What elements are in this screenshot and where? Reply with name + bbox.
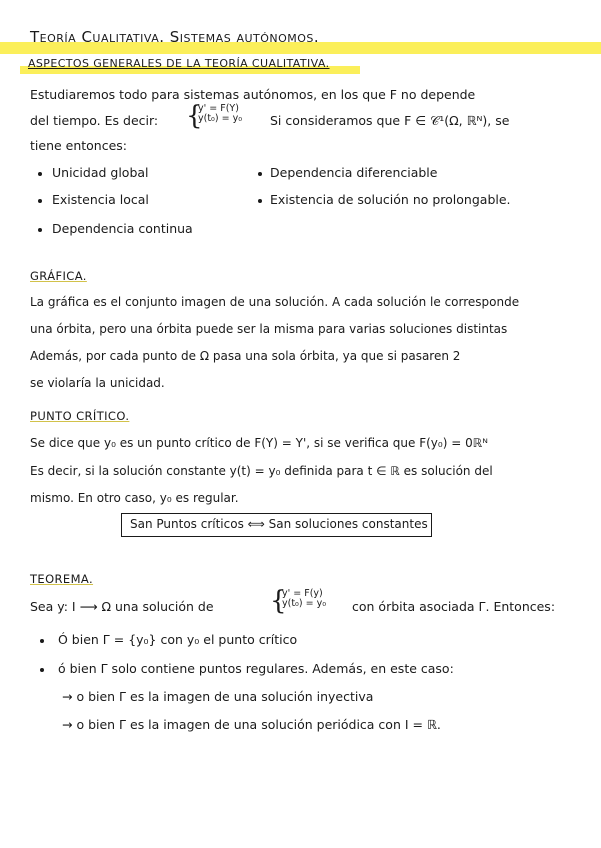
property-item: Unicidad global — [52, 165, 149, 180]
property-item: Dependencia continua — [52, 221, 193, 236]
teorema-bullet: ó bien Γ solo contiene puntos regulares. Además, en este caso: — [58, 661, 454, 676]
bullet — [40, 668, 44, 672]
grafica-line: La gráfica es el conjunto imagen de una solución. A cada solución le corresponde — [30, 295, 520, 309]
teorema-line-b: con órbita asociada Γ. Entonces: — [352, 599, 556, 614]
intro-line-2a: del tiempo. Es decir: — [30, 113, 159, 128]
teorema-heading: TEOREMA. — [30, 572, 94, 586]
punto-critico-heading: PUNTO CRÍTICO. — [30, 409, 130, 423]
intro-line-2b: Si consideramos que F ∈ 𝒞¹(Ω, ℝᴺ), se — [270, 113, 510, 128]
teorema-system — [282, 589, 326, 609]
bullet — [38, 228, 42, 232]
page-title: Teoría Cualitativa. Sistemas autónomos. — [30, 28, 320, 46]
teorema-line-a: Sea y: I ⟶ Ω una solución de — [30, 599, 214, 614]
bullet — [38, 199, 42, 203]
grafica-line: una órbita, pero una órbita puede ser la misma para varias soluciones distintas — [30, 322, 508, 336]
critical-points-box: San Puntos críticos ⟺ San soluciones constantes — [121, 513, 432, 537]
property-item: Existencia local — [52, 192, 149, 207]
grafica-line: Además, por cada punto de Ω pasa una sola órbita, ya que si pasaren 2 — [30, 349, 461, 363]
grafica-heading: GRÁFICA. — [30, 269, 87, 283]
teorema-system-top: y' = F(y) — [282, 588, 323, 599]
property-item: Existencia de solución no prolongable. — [270, 192, 511, 207]
intro-system-top: y' = F(Y) — [198, 103, 239, 114]
teorema-system-bottom: y(t₀) = y₀ — [282, 598, 326, 609]
teorema-sub-bullet: → o bien Γ es la imagen de una solución inyectiva — [62, 689, 374, 704]
punto-critico-line: Se dice que y₀ es un punto crítico de F(Y) = Y', si se verifica que F(y₀) = 0ℝᴺ — [30, 436, 488, 450]
punto-critico-line: Es decir, si la solución constante y(t) = y₀ definida para t ∈ ℝ es solución del — [30, 464, 493, 478]
grafica-line: se violaría la unicidad. — [30, 376, 165, 390]
punto-critico-line: mismo. En otro caso, y₀ es regular. — [30, 491, 239, 505]
intro-system-bottom: y(t₀) = y₀ — [198, 113, 242, 124]
bullet — [38, 172, 42, 176]
teorema-sub-bullet: → o bien Γ es la imagen de una solución periódica con I = ℝ. — [62, 717, 441, 732]
intro-system — [198, 104, 242, 124]
page-subtitle: ASPECTOS GENERALES DE LA TEORÍA CUALITATIVA. — [28, 57, 330, 70]
intro-line-3: tiene entonces: — [30, 138, 128, 153]
property-item: Dependencia diferenciable — [270, 165, 438, 180]
teorema-bullet: Ó bien Γ = {y₀} con y₀ el punto crítico — [58, 632, 298, 647]
intro-line-1: Estudiaremos todo para sistemas autónomos, en los que F no depende — [30, 87, 476, 102]
intro-system-brace: { — [186, 101, 203, 131]
bullet — [40, 639, 44, 643]
bullet — [258, 199, 262, 203]
teorema-system-brace: { — [270, 586, 287, 616]
bullet — [258, 172, 262, 176]
